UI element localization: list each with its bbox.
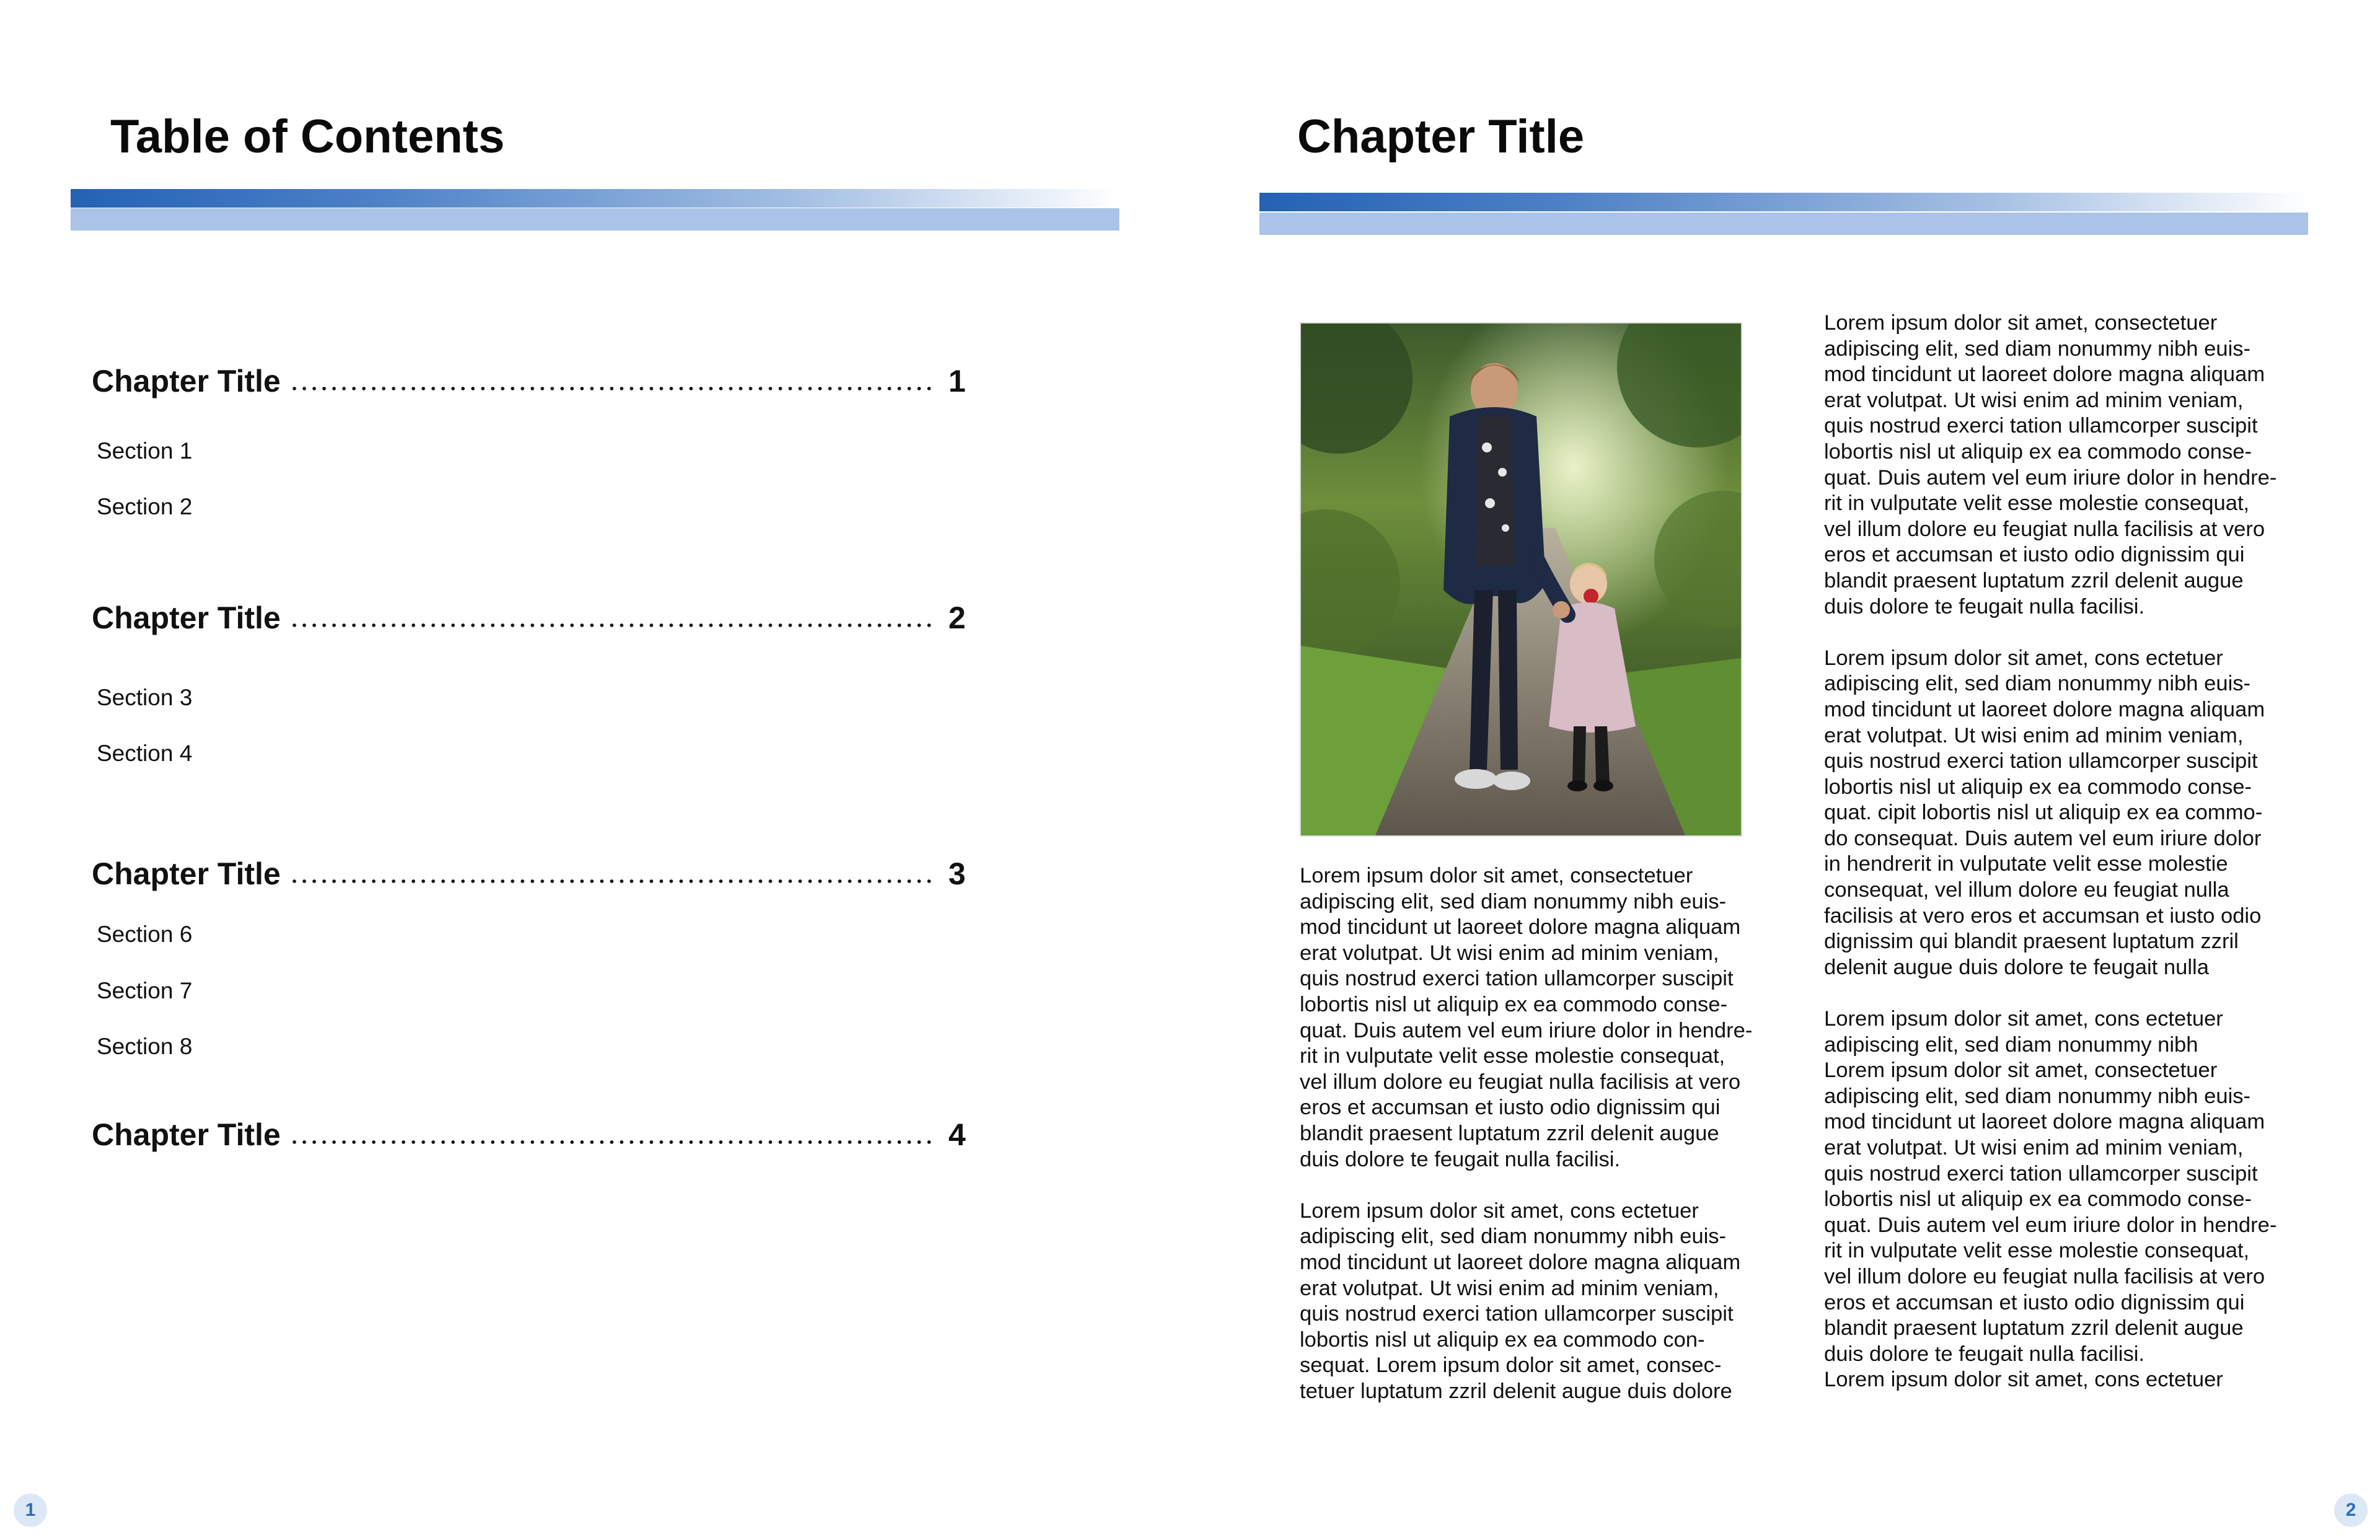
toc-section-entry[interactable]: Section 8 xyxy=(97,1034,193,1059)
chapter-heading: Chapter Title xyxy=(1297,110,1585,163)
toc-page-number: 2 xyxy=(948,601,966,635)
body-paragraph: Lorem ipsum dolor sit amet, consectetuer adipiscing elit, sed diam nonummy nibh euis- mod tincidunt ut laoreet dolore magna aliquam erat volutpat. Ut wisi enim ad minim veniam, quis nostrud exerci tation ullamcorper suscipit lobortis nisl ut aliquip ex ea commodo conse- quat. Duis autem vel eum iriure dolor in hendre- rit in vulputate velit esse molestie consequat, vel illum dolore eu feugiat nulla facilisis at vero eros et accumsan et iusto odio dignissim qui blandit praesent luptatum zzril delenit augue duis dolore te feugait nulla facilisi. xyxy=(1824,311,2277,618)
toc-chapter-entry[interactable] xyxy=(92,852,966,895)
header-bar-light xyxy=(71,208,1119,231)
toc-dot-leader xyxy=(289,878,933,884)
body-paragraph: Lorem ipsum dolor sit amet, consectetuer adipiscing elit, sed diam nonummy nibh euis- mod tincidunt ut laoreet dolore magna aliquam erat volutpat. Ut wisi enim ad minim veniam, quis nostrud exerci tation ullamcorper suscipit lobortis nisl ut aliquip ex ea commodo conse- quat. Duis autem vel eum iriure dolor in hendre- rit in vulputate velit esse molestie consequat, vel illum dolore eu feugiat nulla facilisis at vero eros et accumsan et iusto odio dignissim qui blandit praesent luptatum zzril delenit augue duis dolore te feugait nulla facilisi. Lorem ipsum dolor sit amet, cons ectetuer xyxy=(1824,1058,2277,1392)
toc-section-entry[interactable]: Section 2 xyxy=(97,494,193,519)
toc-page-number: 1 xyxy=(948,364,966,398)
page-number-badge: 1 xyxy=(14,1494,47,1527)
toc-section-entry[interactable]: Section 4 xyxy=(97,741,193,766)
toc-chapter-title: Chapter Title xyxy=(92,601,281,635)
toc-section-entry[interactable]: Section 6 xyxy=(97,922,193,947)
body-text-column-1 xyxy=(1300,863,1758,1404)
toc-section-entry[interactable]: Section 1 xyxy=(97,438,193,464)
toc-chapter-entry[interactable] xyxy=(92,596,966,640)
toc-section-entry[interactable]: Section 3 xyxy=(97,685,193,710)
body-text-column-2 xyxy=(1824,310,2295,1393)
page-number-badge: 2 xyxy=(2334,1494,2368,1527)
toc-page-number: 3 xyxy=(948,856,966,891)
toc-section-entry[interactable]: Section 7 xyxy=(97,978,193,1003)
header-bar-light xyxy=(1259,213,2308,235)
header-bar-dark xyxy=(1259,193,2308,211)
body-paragraph: Lorem ipsum dolor sit amet, cons ectetuer adipiscing elit, sed diam nonummy nibh euis- mod tincidunt ut laoreet dolore magna aliquam erat volutpat. Ut wisi enim ad minim veniam, quis nostrud exerci tation ullamcorper suscipit lobortis nisl ut aliquip ex ea commodo conse- quat. cipit lobortis nisl ut aliquip ex ea commo- do consequat. Duis autem vel eum iriure dolor in hendrerit in vulputate velit esse molestie consequat, vel illum dolore eu feugiat nulla facilisis at vero eros et accumsan et iusto odio dignissim qui blandit praesent luptatum zzril delenit augue duis dolore te feugait nulla xyxy=(1824,646,2265,979)
toc-chapter-entry[interactable] xyxy=(92,359,966,403)
toc-chapter-title: Chapter Title xyxy=(92,364,281,398)
body-paragraph: Lorem ipsum dolor sit amet, cons ectetuer adipiscing elit, sed diam nonummy nibh xyxy=(1824,1007,2223,1057)
toc-dot-leader xyxy=(289,385,933,392)
toc-dot-leader xyxy=(289,1139,933,1145)
toc-chapter-title: Chapter Title xyxy=(92,1117,281,1152)
toc-chapter-title: Chapter Title xyxy=(92,856,281,891)
header-bar-dark xyxy=(71,189,1119,208)
body-paragraph: Lorem ipsum dolor sit amet, consectetuer adipiscing elit, sed diam nonummy nibh euis- mod tincidunt ut laoreet dolore magna aliquam erat volutpat. Ut wisi enim ad minim veniam, quis nostrud exerci tation ullamcorper suscipit lobortis nisl ut aliquip ex ea commodo conse- quat. Duis autem vel eum iriure dolor in hendre- rit in vulputate velit esse molestie consequat, vel illum dolore eu feugiat nulla facilisis at vero eros et accumsan et iusto odio dignissim qui blandit praesent luptatum zzril delenit augue duis dolore te feugait nulla facilisi. xyxy=(1300,864,1753,1171)
toc-page-number: 4 xyxy=(948,1117,966,1152)
toc-dot-leader xyxy=(289,622,933,628)
toc-heading: Table of Contents xyxy=(110,110,505,163)
photo-woman-and-child-walking xyxy=(1300,322,1742,837)
toc-chapter-entry[interactable] xyxy=(92,1113,966,1156)
body-paragraph: Lorem ipsum dolor sit amet, cons ectetuer adipiscing elit, sed diam nonummy nibh euis- mod tincidunt ut laoreet dolore magna aliquam erat volutpat. Ut wisi enim ad minim veniam, quis nostrud exerci tation ullamcorper suscipit lobortis nisl ut aliquip ex ea commodo con- sequat. Lorem ipsum dolor sit amet, consec- tetuer luptatum zzril delenit augue duis dolore xyxy=(1300,1199,1741,1403)
